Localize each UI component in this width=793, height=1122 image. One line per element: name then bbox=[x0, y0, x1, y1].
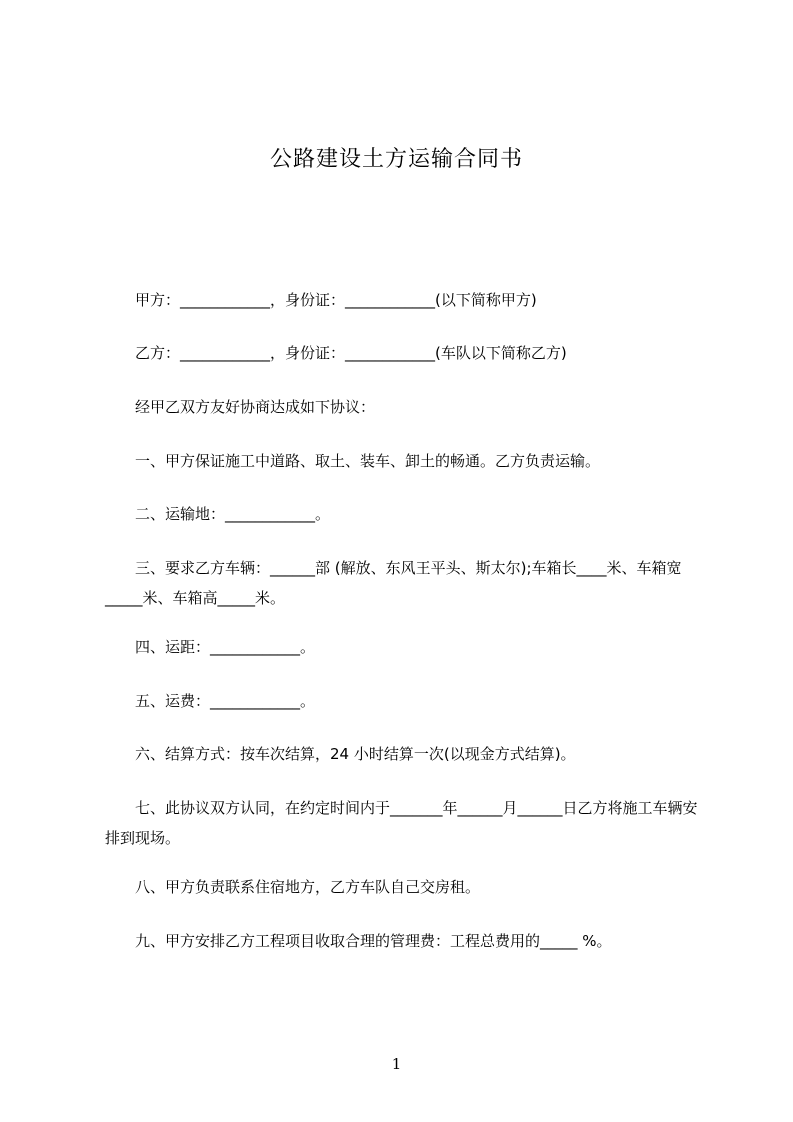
clause-4: 四、运距：____________。 bbox=[105, 638, 316, 656]
party-a-line: 甲方：____________，身份证：____________(以下简称甲方) bbox=[105, 291, 537, 309]
document-title: 公路建设土方运输合同书 bbox=[269, 147, 523, 172]
clause-7: 七、此协议双方认同，在约定时间内于_______年______月______日乙方将施工车辆安排到现场。 bbox=[105, 799, 698, 847]
clause-8: 八、甲方负责联系住宿地方，乙方车队自己交房租。 bbox=[105, 878, 481, 896]
page-number: 1 bbox=[391, 1055, 402, 1073]
party-b-line: 乙方：____________，身份证：____________(车队以下简称乙方) bbox=[105, 344, 567, 362]
clause-2: 二、运输地：____________。 bbox=[105, 505, 331, 523]
clause-9: 九、甲方安排乙方工程项目收取合理的管理费：工程总费用的_____ %。 bbox=[105, 932, 612, 950]
clause-1: 一、甲方保证施工中道路、取土、装车、卸土的畅通。乙方负责运输。 bbox=[105, 452, 601, 470]
agreement-intro: 经甲乙双方友好协商达成如下协议： bbox=[105, 398, 376, 416]
clause-6: 六、结算方式：按车次结算，24 小时结算一次(以现金方式结算)。 bbox=[105, 745, 576, 763]
clause-5: 五、运费：____________。 bbox=[105, 692, 316, 710]
clause-3: 三、要求乙方车辆：______部 (解放、东风王平头、斯太尔);车箱长____米、车箱宽_____米、车箱高_____米。 bbox=[105, 559, 682, 607]
